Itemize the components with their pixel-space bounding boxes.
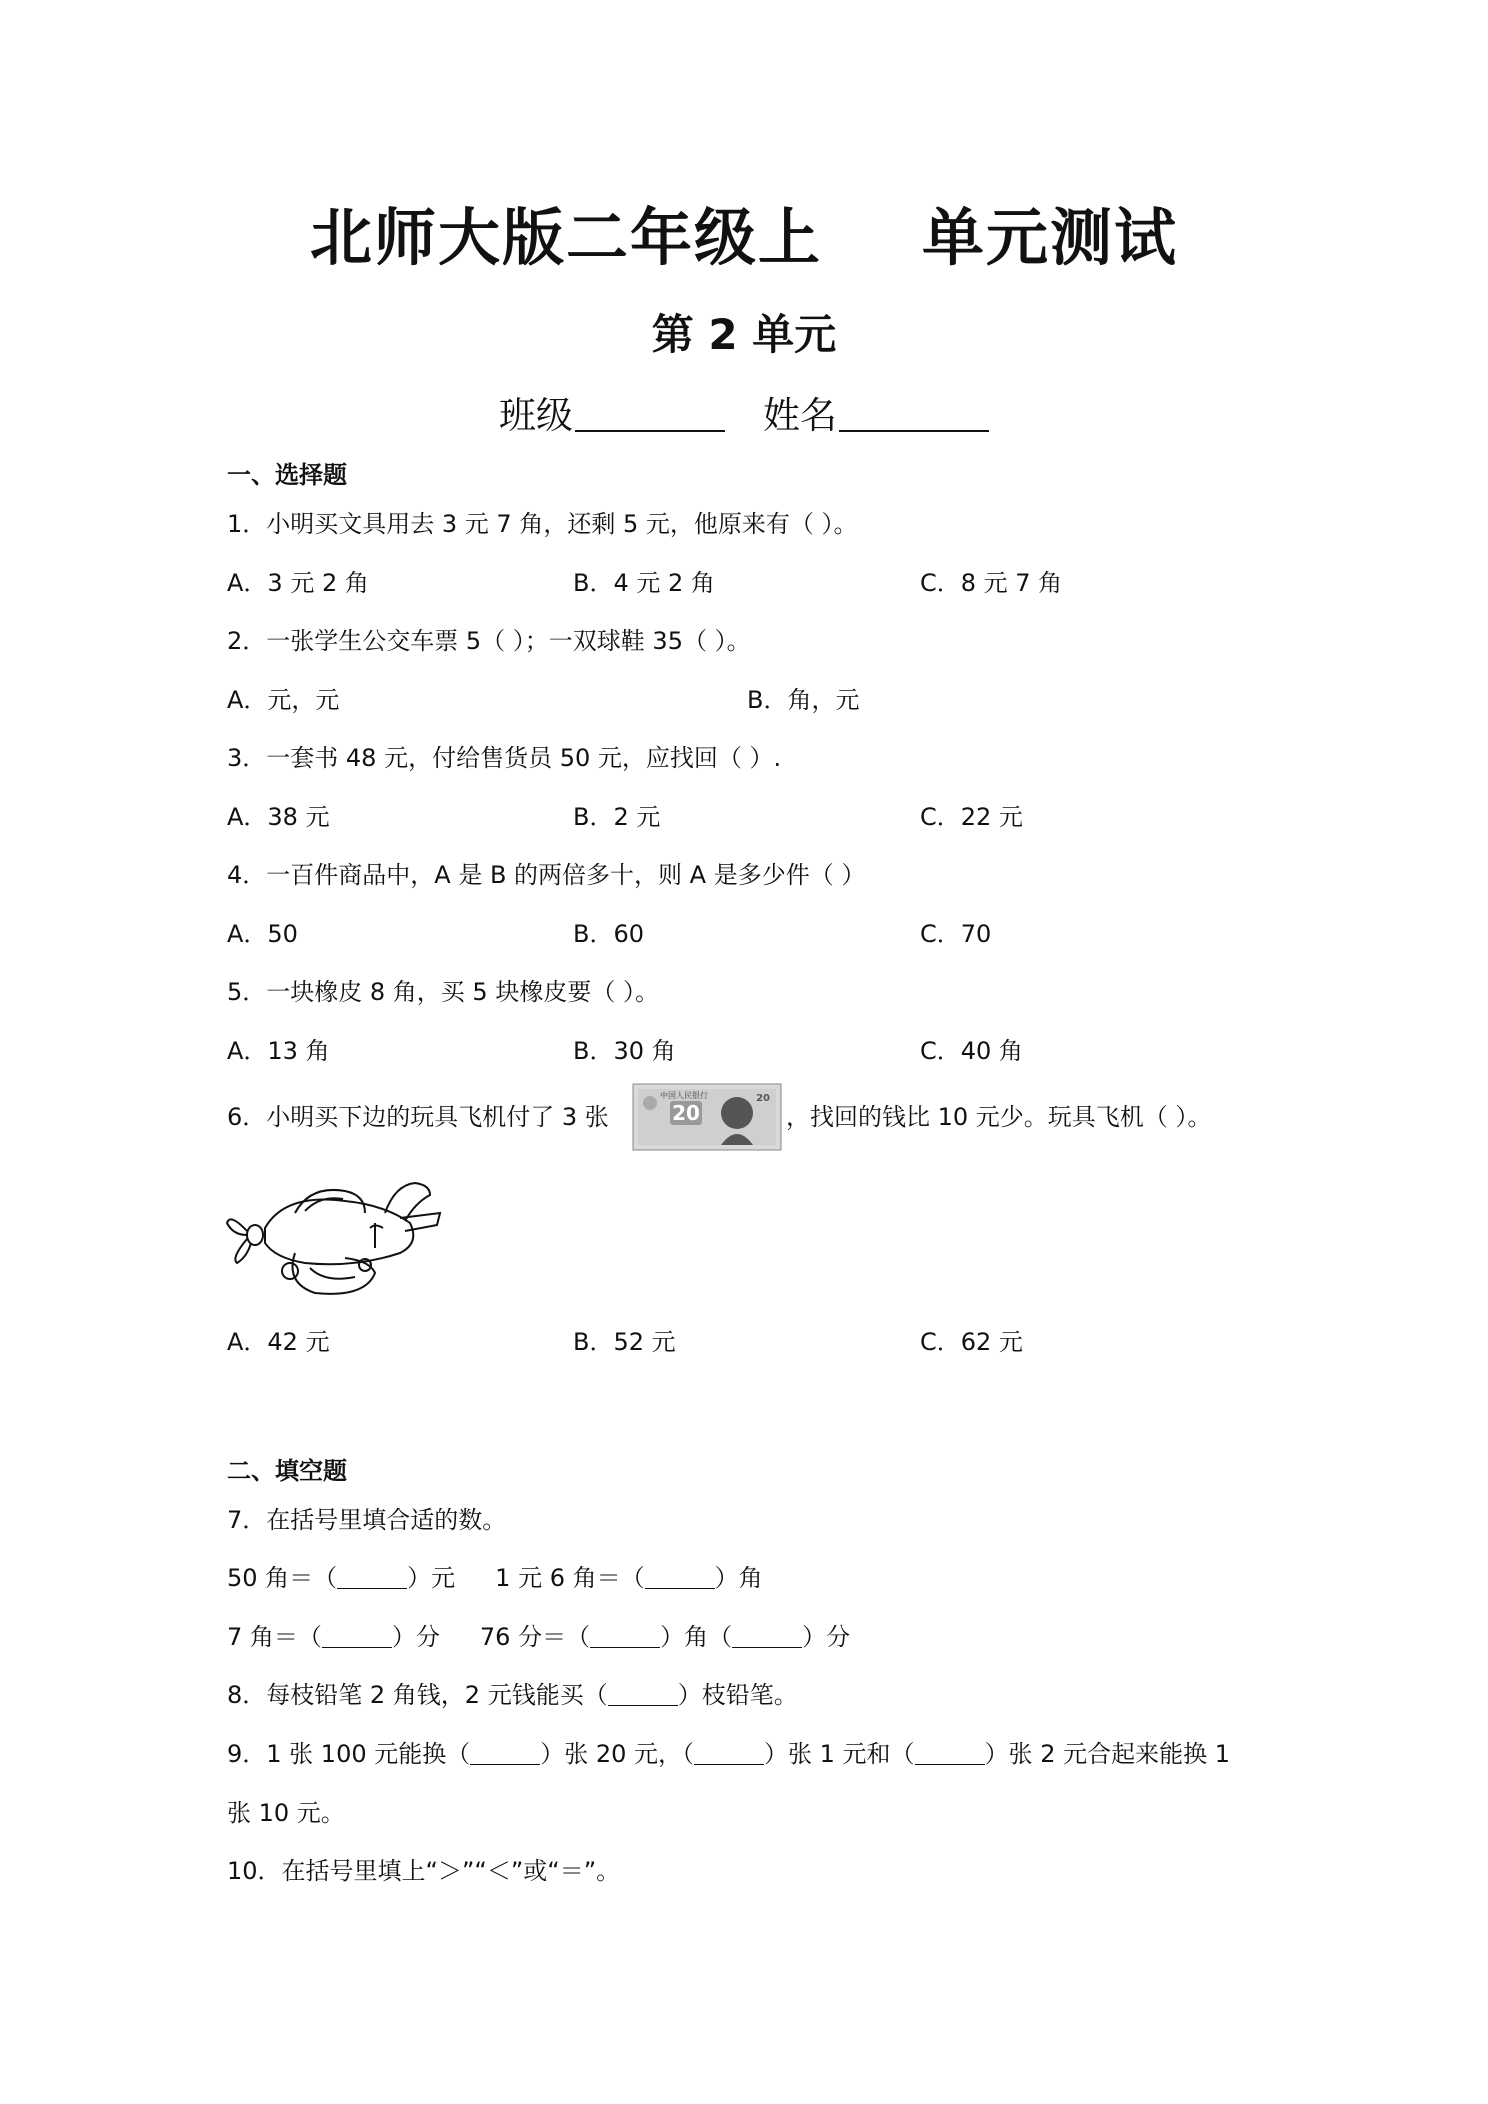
q4-stem: 4．一百件商品中，A 是 B 的两倍多十，则 A 是多少件（ ） xyxy=(227,861,866,889)
q6-stem-before: 6．小明买下边的玩具飞机付了 3 张 xyxy=(227,1103,609,1131)
q7-l2-blank-3[interactable] xyxy=(732,1623,802,1648)
section-fill-heading: 二、填空题 xyxy=(227,1457,347,1485)
q9-blank-3[interactable] xyxy=(915,1740,985,1765)
q2-stem: 2．一张学生公交车票 5（ ）；一双球鞋 35（ ）。 xyxy=(227,627,751,655)
q8-part-a: 8．每枝铅笔 2 角钱，2 元钱能买（ xyxy=(227,1681,608,1709)
q7-l1-part-a: 50 角＝（ xyxy=(227,1564,338,1592)
q9-part-d: ）张 2 元合起来能换 1 xyxy=(984,1740,1230,1768)
q5-stem: 5．一块橡皮 8 角，买 5 块橡皮要（ ）。 xyxy=(227,978,659,1006)
toy-airplane-image xyxy=(225,1173,445,1303)
q6-stem-after: ，找回的钱比 10 元少。玩具飞机（ ）。 xyxy=(786,1103,1212,1131)
banknote-20-yuan-image xyxy=(632,1083,782,1151)
q5-option-b: B．30 角 xyxy=(573,1037,676,1065)
q9-part-c: ）张 1 元和（ xyxy=(764,1740,915,1768)
q7-line-2 xyxy=(227,1619,850,1655)
name-label: 姓名 xyxy=(763,394,837,437)
banknote-text: 中国人民银行 xyxy=(660,1091,708,1100)
q5-option-c: C．40 角 xyxy=(920,1037,1023,1065)
q9-stem-line-2: 张 10 元。 xyxy=(227,1799,345,1827)
q2-option-a: A．元，元 xyxy=(227,686,340,714)
banknote-value: 20 xyxy=(672,1101,700,1125)
section-choice-heading: 一、选择题 xyxy=(227,461,347,489)
q6-option-b: B．52 元 xyxy=(573,1328,676,1356)
page-title xyxy=(0,198,1488,278)
q8-blank[interactable] xyxy=(608,1681,678,1706)
q6-option-a: A．42 元 xyxy=(227,1328,330,1356)
q1-option-b: B．4 元 2 角 xyxy=(573,569,715,597)
name-blank[interactable] xyxy=(839,394,989,432)
q7-l1-part-b: ）元 xyxy=(407,1564,456,1592)
q7-l2-blank-1[interactable] xyxy=(322,1623,392,1648)
class-label: 班级 xyxy=(499,394,573,437)
q7-l2-part-c: 76 分＝（ xyxy=(479,1623,591,1651)
q9-blank-1[interactable] xyxy=(470,1740,540,1765)
unit-subtitle: 第 2 单元 xyxy=(651,310,837,359)
title-left: 北师大版二年级上 xyxy=(309,201,822,274)
student-info-line xyxy=(0,388,1488,444)
q4-option-c: C．70 xyxy=(920,920,992,948)
class-blank[interactable] xyxy=(575,394,725,432)
q7-line-1 xyxy=(227,1560,763,1596)
q6-option-c: C．62 元 xyxy=(920,1328,1023,1356)
q3-option-a: A．38 元 xyxy=(227,803,330,831)
q7-l1-part-c: 1 元 6 角＝（ xyxy=(495,1564,645,1592)
q7-l2-part-b: ）分 xyxy=(391,1623,440,1651)
q7-l2-part-a: 7 角＝（ xyxy=(227,1623,322,1651)
q2-option-b: B．角，元 xyxy=(747,686,860,714)
q5-option-a: A．13 角 xyxy=(227,1037,330,1065)
q4-option-a: A．50 xyxy=(227,920,298,948)
banknote-corner-value: 20 xyxy=(756,1093,770,1104)
q9-part-b: ）张 20 元，（ xyxy=(540,1740,695,1768)
q1-stem: 1．小明买文具用去 3 元 7 角，还剩 5 元，他原来有（ ）。 xyxy=(227,510,858,538)
q4-option-b: B．60 xyxy=(573,920,645,948)
q3-option-b: B．2 元 xyxy=(573,803,661,831)
q7-l2-part-e: ）分 xyxy=(802,1623,851,1651)
title-right: 单元测试 xyxy=(922,201,1179,274)
q7-l2-part-d: ）角（ xyxy=(660,1623,733,1651)
q1-option-a: A．3 元 2 角 xyxy=(227,569,369,597)
q1-option-c: C．8 元 7 角 xyxy=(920,569,1063,597)
q7-stem: 7．在括号里填合适的数。 xyxy=(227,1506,507,1534)
q7-l1-blank-2[interactable] xyxy=(645,1564,715,1589)
q10-stem: 10．在括号里填上“＞”“＜”或“＝”。 xyxy=(227,1857,621,1885)
q9-blank-2[interactable] xyxy=(694,1740,764,1765)
q8-stem xyxy=(227,1677,798,1713)
q7-l1-blank-1[interactable] xyxy=(337,1564,407,1589)
q7-l2-blank-2[interactable] xyxy=(590,1623,660,1648)
q9-stem-line-1 xyxy=(227,1736,1230,1772)
q9-part-a: 9．1 张 100 元能换（ xyxy=(227,1740,471,1768)
q8-part-b: ）枝铅笔。 xyxy=(677,1681,798,1709)
q3-option-c: C．22 元 xyxy=(920,803,1023,831)
q7-l1-part-d: ）角 xyxy=(714,1564,763,1592)
q3-stem: 3．一套书 48 元，付给售货员 50 元，应找回（ ）. xyxy=(227,744,782,772)
